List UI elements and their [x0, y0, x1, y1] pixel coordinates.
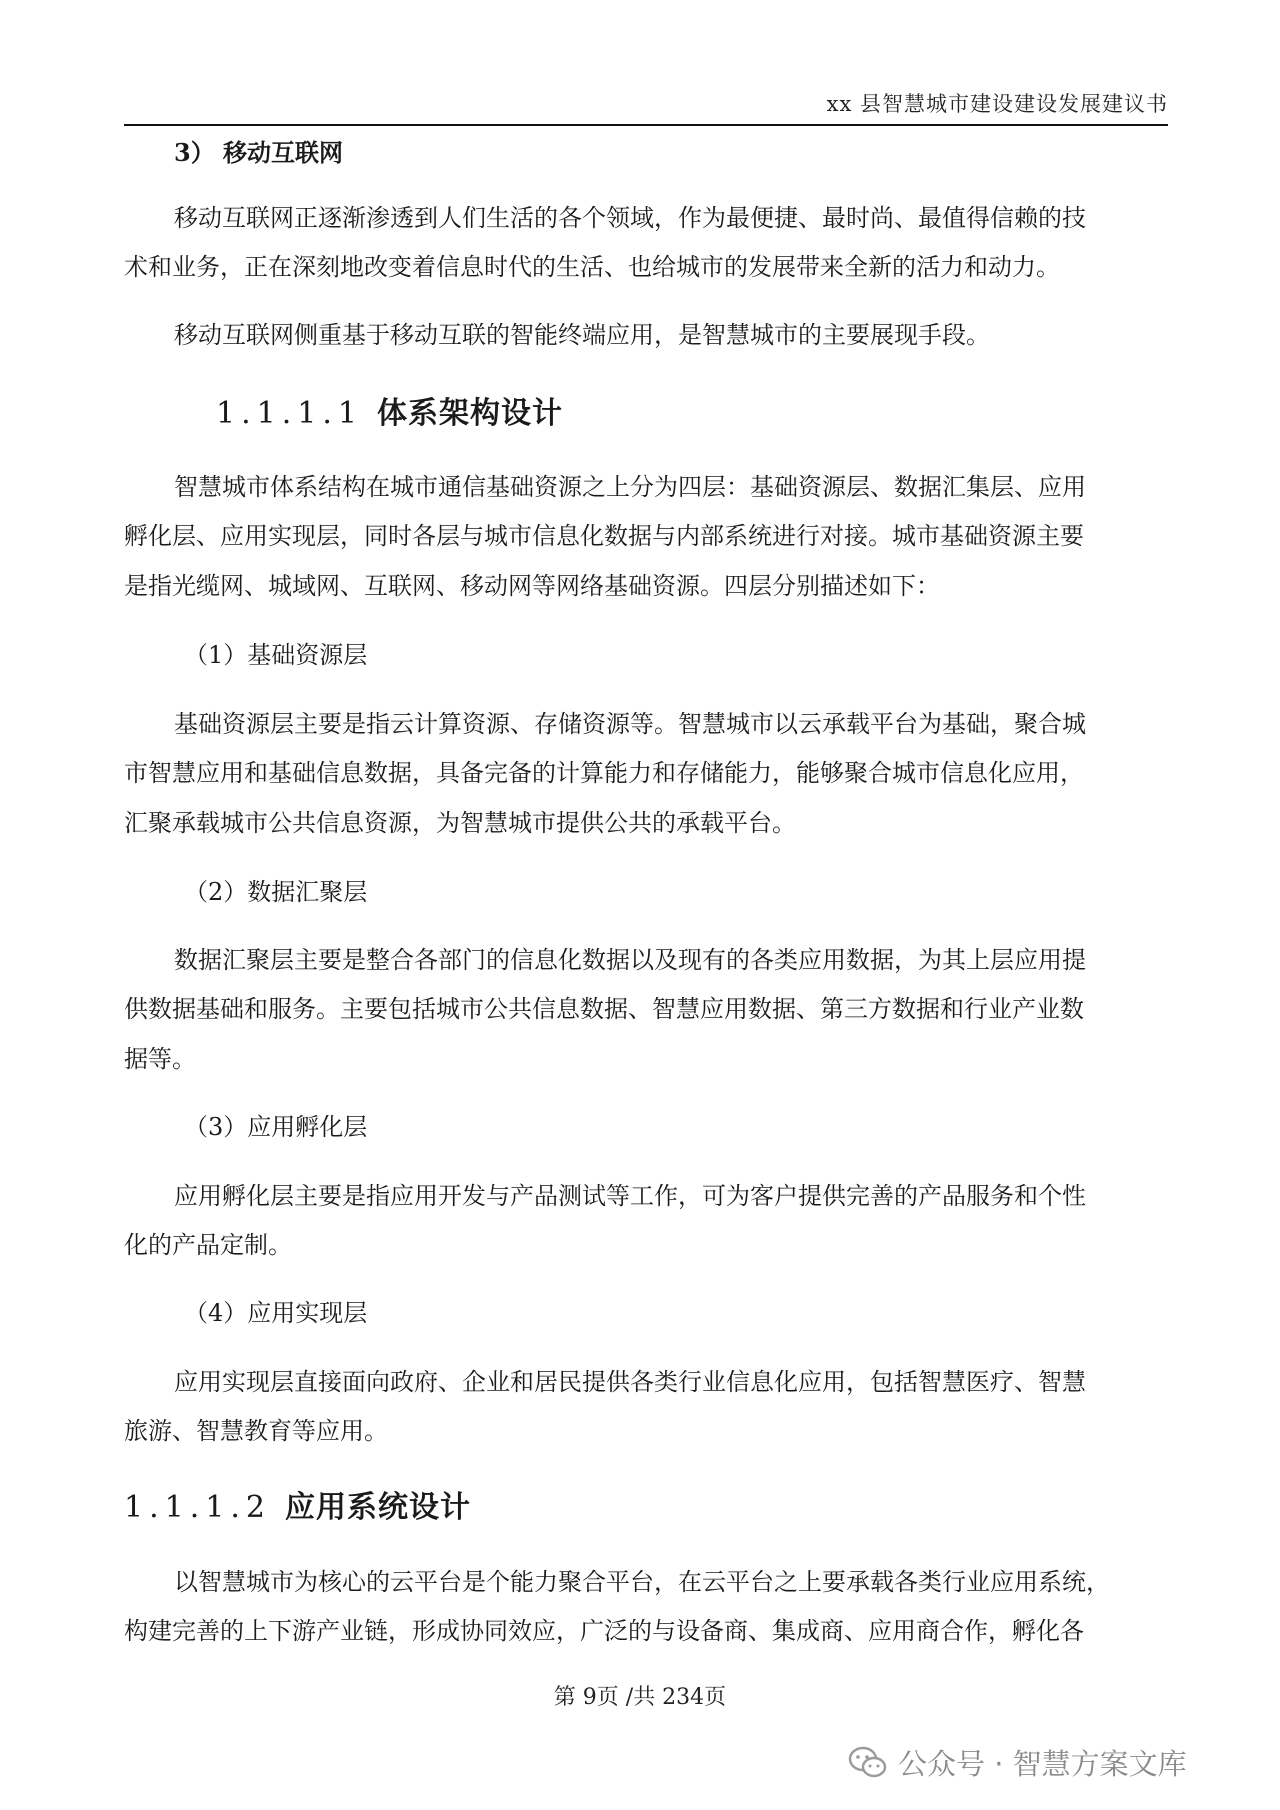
paragraph-line: 化的产品定制。	[124, 1231, 292, 1259]
page-number: 第 9页 /共 234页	[553, 1685, 727, 1710]
paragraph-line: 应用实现层直接面向政府、企业和居民提供各类行业信息化应用，包括智慧医疗、智慧	[174, 1368, 1086, 1396]
paragraph-line: 供数据基础和服务。主要包括城市公共信息数据、智慧应用数据、第三方数据和行业产业数	[124, 995, 1084, 1023]
page-header: xx 县智慧城市建设建设发展建议书	[826, 92, 1168, 116]
paragraph-line: 移动互联网侧重基于移动互联的智能终端应用，是智慧城市的主要展现手段。	[174, 321, 990, 349]
watermark	[848, 1742, 1187, 1787]
heading-number: 1.1.1.2	[124, 1490, 271, 1525]
heading-title: 应用系统设计	[284, 1490, 471, 1525]
paragraph-line: 基础资源层主要是指云计算资源、存储资源等。智慧城市以云承载平台为基础，聚合城	[174, 710, 1086, 738]
header-rule	[124, 124, 1168, 126]
heading-1112	[124, 1490, 1168, 1526]
heading-number: 1.1.1.1	[216, 396, 363, 431]
subsection-title: （4）应用实现层	[184, 1299, 368, 1327]
paragraph-line: 以智慧城市为核心的云平台是个能力聚合平台，在云平台之上要承载各类行业应用系统，	[174, 1568, 1110, 1596]
paragraph-line: 移动互联网正逐渐渗透到人们生活的各个领域，作为最便捷、最时尚、最值得信赖的技	[174, 204, 1086, 232]
paragraph-line: 孵化层、应用实现层，同时各层与城市信息化数据与内部系统进行对接。城市基础资源主要	[124, 522, 1084, 550]
paragraph-line: 市智慧应用和基础信息数据，具备完备的计算能力和存储能力，能够聚合城市信息化应用，	[124, 759, 1084, 787]
paragraph-line: 旅游、智慧教育等应用。	[124, 1417, 388, 1445]
paragraph-line: 是指光缆网、城域网、互联网、移动网等网络基础资源。四层分别描述如下：	[124, 572, 940, 600]
paragraph-line: 构建完善的上下游产业链，形成协同效应，广泛的与设备商、集成商、应用商合作，孵化各	[124, 1617, 1084, 1645]
subsection-title: （1）基础资源层	[184, 641, 368, 669]
subsection-title: （2）数据汇聚层	[184, 878, 368, 906]
section-title-mobile-internet: 3） 移动互联网	[174, 138, 344, 167]
wechat-icon	[848, 1746, 888, 1787]
paragraph-line: 据等。	[124, 1045, 196, 1073]
paragraph-line: 汇聚承载城市公共信息资源，为智慧城市提供公共的承载平台。	[124, 809, 796, 837]
heading-title: 体系架构设计	[376, 396, 563, 431]
watermark-text: 公众号 · 智慧方案文库	[898, 1747, 1187, 1781]
heading-1111	[216, 396, 1260, 432]
paragraph-line: 数据汇聚层主要是整合各部门的信息化数据以及现有的各类应用数据，为其上层应用提	[174, 946, 1086, 974]
paragraph-line: 智慧城市体系结构在城市通信基础资源之上分为四层：基础资源层、数据汇集层、应用	[174, 473, 1086, 501]
paragraph-line: 术和业务，正在深刻地改变着信息时代的生活、也给城市的发展带来全新的活力和动力。	[124, 253, 1060, 281]
subsection-title: （3）应用孵化层	[184, 1113, 368, 1141]
paragraph-line: 应用孵化层主要是指应用开发与产品测试等工作，可为客户提供完善的产品服务和个性	[174, 1182, 1086, 1210]
